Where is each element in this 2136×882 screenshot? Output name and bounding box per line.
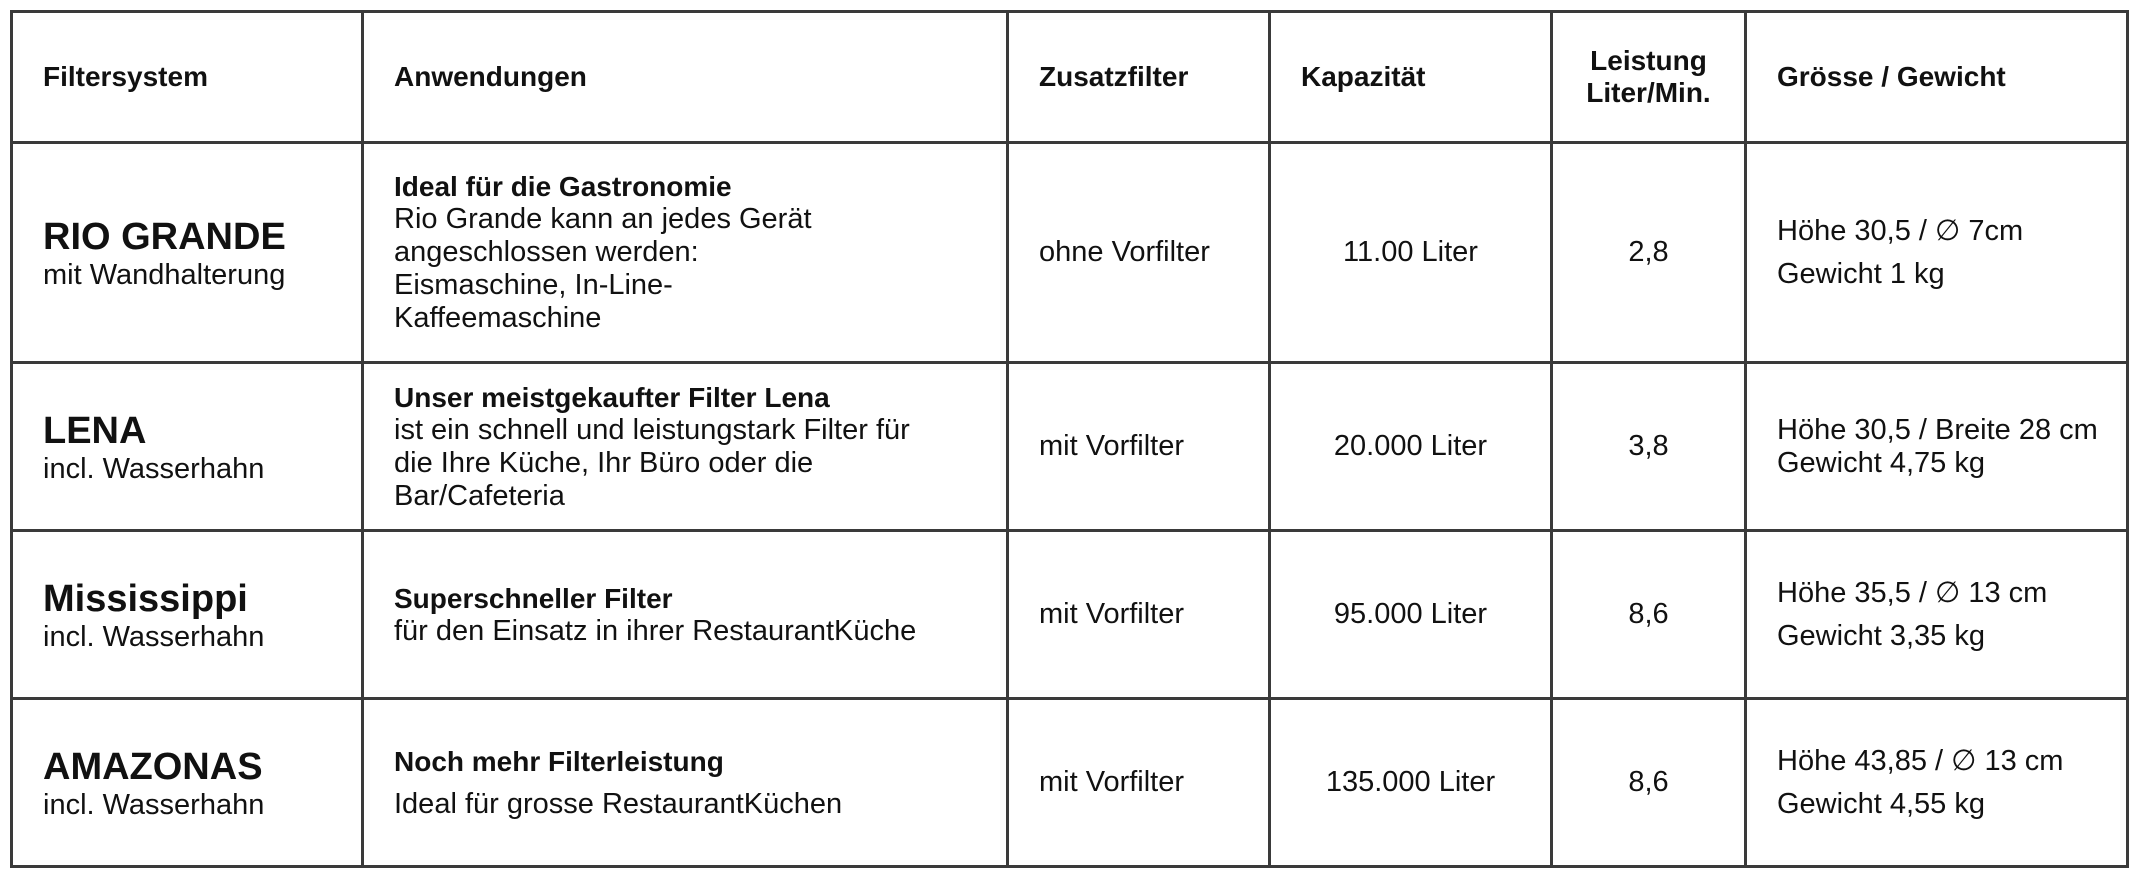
performance-cell: 2,8 [1552, 143, 1746, 363]
capacity-cell: 11.00 Liter [1270, 143, 1552, 363]
filter-comparison-table [10, 10, 2129, 868]
weight-text: Gewicht 3,35 kg [1777, 619, 1985, 652]
header-leistung-line1: Leistung [1590, 45, 1707, 76]
application-text: ist ein schnell und leistungstark Filter für die Ihre Küche, Ihr Büro oder die Bar/Cafeteria [394, 413, 910, 512]
system-name: Mississippi [43, 577, 248, 620]
system-subtitle: incl. Wasserhahn [43, 452, 265, 485]
system-cell [12, 143, 363, 363]
system-subtitle: incl. Wasserhahn [43, 620, 265, 653]
table-row [12, 363, 2128, 531]
header-anwendungen: Anwendungen [363, 12, 1008, 143]
header-leistung-line2: Liter/Min. [1586, 77, 1711, 108]
application-title: Unser meistgekaufter Filter Lena [394, 381, 830, 413]
table-row [12, 531, 2128, 699]
weight-text: Gewicht 4,55 kg [1777, 787, 1985, 820]
capacity-cell: 20.000 Liter [1270, 363, 1552, 531]
size-text: Höhe 30,5 / Breite 28 cm [1777, 413, 2098, 446]
header-leistung [1552, 12, 1746, 143]
application-title: Superschneller Filter [394, 582, 673, 614]
size-text: Höhe 35,5 / ∅ 13 cm [1777, 576, 2048, 609]
capacity-cell: 135.000 Liter [1270, 699, 1552, 867]
application-cell [363, 531, 1008, 699]
capacity-cell: 95.000 Liter [1270, 531, 1552, 699]
header-zusatzfilter: Zusatzfilter [1008, 12, 1270, 143]
performance-cell: 8,6 [1552, 699, 1746, 867]
system-name: AMAZONAS [43, 745, 263, 788]
application-cell [363, 363, 1008, 531]
size-weight-cell [1746, 531, 2128, 699]
header-kapazitaet: Kapazität [1270, 12, 1552, 143]
application-text: für den Einsatz in ihrer RestaurantKüche [394, 614, 917, 647]
system-name: LENA [43, 409, 147, 452]
size-weight-cell [1746, 143, 2128, 363]
size-text: Höhe 30,5 / ∅ 7cm [1777, 214, 2024, 247]
header-groesse-gewicht: Grösse / Gewicht [1746, 12, 2128, 143]
performance-cell: 3,8 [1552, 363, 1746, 531]
size-weight-cell [1746, 699, 2128, 867]
application-text: Ideal für grosse RestaurantKüchen [394, 787, 843, 820]
extra-filter-cell: mit Vorfilter [1008, 699, 1270, 867]
extra-filter-cell: mit Vorfilter [1008, 531, 1270, 699]
system-cell [12, 363, 363, 531]
application-cell [363, 143, 1008, 363]
performance-cell: 8,6 [1552, 531, 1746, 699]
weight-text: Gewicht 1 kg [1777, 257, 1945, 290]
weight-text: Gewicht 4,75 kg [1777, 446, 1985, 479]
application-title: Ideal für die Gastronomie [394, 171, 732, 202]
extra-filter-cell: ohne Vorfilter [1008, 143, 1270, 363]
header-filtersystem: Filtersystem [12, 12, 363, 143]
system-cell [12, 699, 363, 867]
table-row [12, 699, 2128, 867]
system-cell [12, 531, 363, 699]
size-text: Höhe 43,85 / ∅ 13 cm [1777, 744, 2064, 777]
size-weight-cell [1746, 363, 2128, 531]
table-header-row [12, 12, 2128, 143]
application-text: Rio Grande kann an jedes Gerät angeschlossen werden: Eismaschine, In-Line-Kaffeemaschine [394, 203, 812, 334]
application-title: Noch mehr Filterleistung [394, 745, 724, 777]
table-row [12, 143, 2128, 363]
system-name: RIO GRANDE [43, 215, 286, 258]
application-cell [363, 699, 1008, 867]
extra-filter-cell: mit Vorfilter [1008, 363, 1270, 531]
system-subtitle: mit Wandhalterung [43, 258, 286, 291]
system-subtitle: incl. Wasserhahn [43, 788, 265, 821]
